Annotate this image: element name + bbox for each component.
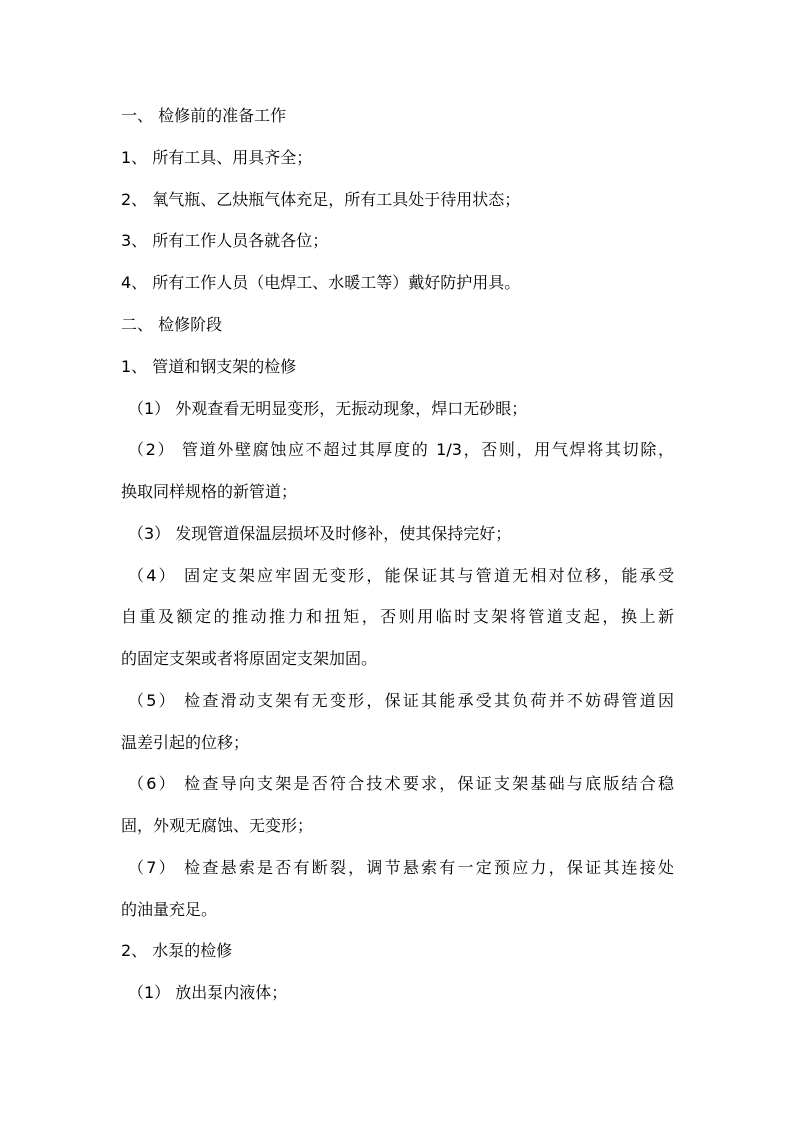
pipe-check-item-5: （5） 检查滑动支架有无变形，保证其能承受其负荷并不妨碍管道因	[128, 691, 674, 710]
prep-item-1: 1、 所有工具、用具齐全；	[121, 148, 313, 167]
pipe-check-item-5-cont: 温差引起的位移；	[121, 733, 250, 752]
pipe-check-item-4-cont-1: 自重及额定的推动推力和扭矩，否则用临时支架将管道支起，换上新	[121, 607, 674, 626]
pipe-check-item-4: （4） 固定支架应牢固无变形，能保证其与管道无相对位移，能承受	[128, 566, 674, 585]
pipe-check-item-6: （6） 检查导向支架是否符合技术要求，保证支架基础与底版结合稳	[128, 774, 674, 793]
prep-item-4: 4、 所有工作人员（电焊工、水暖工等）戴好防护用具。	[121, 273, 521, 292]
pipe-check-item-4-cont-2: 的固定支架或者将原固定支架加固。	[121, 649, 378, 668]
section-heading-1: 一、 检修前的准备工作	[121, 106, 287, 125]
pump-check-item-1: （1） 放出泵内液体；	[128, 983, 288, 1002]
subsection-heading-pipes: 1、 管道和钢支架的检修	[121, 357, 297, 376]
section-heading-2: 二、 检修阶段	[121, 315, 223, 334]
prep-item-2: 2、 氧气瓶、乙炔瓶气体充足，所有工具处于待用状态；	[121, 190, 521, 209]
pipe-check-item-2: （2） 管道外壁腐蚀应不超过其厚度的 1/3，否则，用气焊将其切除，	[128, 440, 674, 459]
pipe-check-item-7-cont: 的油量充足。	[121, 900, 218, 919]
prep-item-3: 3、 所有工作人员各就各位；	[121, 231, 329, 250]
subsection-heading-pump: 2、 水泵的检修	[121, 941, 233, 960]
pipe-check-item-1: （1） 外观查看无明显变形，无振动现象，焊口无砂眼；	[128, 399, 528, 418]
pipe-check-item-2-cont: 换取同样规格的新管道；	[121, 482, 298, 501]
pipe-check-item-7: （7） 检查悬索是否有断裂，调节悬索有一定预应力，保证其连接处	[128, 858, 674, 877]
pipe-check-item-6-cont: 固，外观无腐蚀、无变形；	[121, 816, 314, 835]
pipe-check-item-3: （3） 发现管道保温层损坏及时修补，使其保持完好；	[128, 524, 512, 543]
